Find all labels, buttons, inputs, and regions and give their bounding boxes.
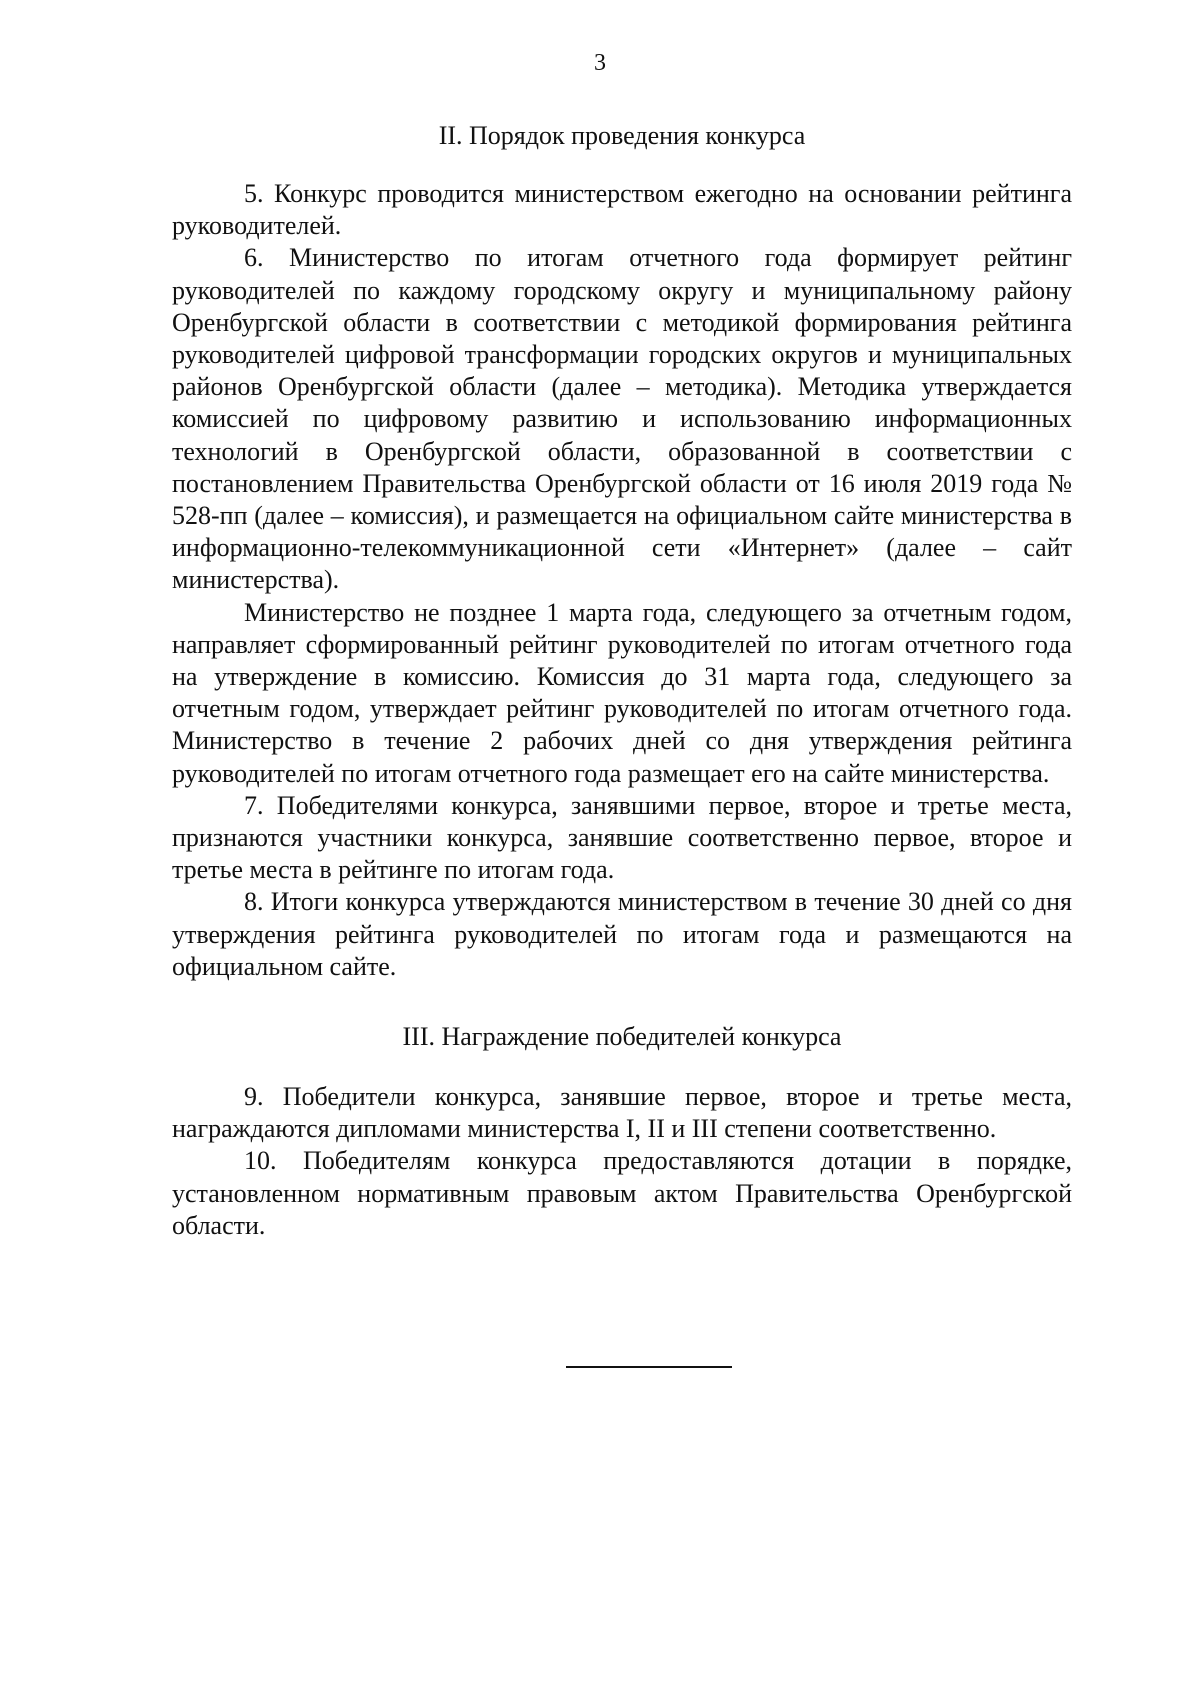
paragraph-10: 10. Победителям конкурса предоставляются дотации в порядке, установленном нормативным правовым актом Правительства Оренбургской области. (172, 1146, 1072, 1240)
paragraph-5: 5. Конкурс проводится министерством ежегодно на основании рейтинга руководителей. (172, 179, 1072, 241)
end-of-document-rule (566, 1366, 732, 1368)
paragraph-9: 9. Победители конкурса, занявшие первое, второе и третье места, награждаются дипломами министерства I, II и III степени соответственно. (172, 1082, 1072, 1144)
paragraph-7: 7. Победителями конкурса, занявшими первое, второе и третье места, признаются участники конкурса, занявшие соответственно первое, второе и третье места в рейтинге по итогам года. (172, 790, 1072, 885)
section-heading-awarding: III. Награждение победителей конкурса (402, 1022, 842, 1052)
document-body (172, 120, 1072, 1242)
paragraph-6-continued: Министерство не позднее 1 марта года, следующего за отчетным годом, направляет сформированный рейтинг руководителей по итогам отчетного года на утверждение в комиссию. Комиссия до 31 марта года, следующего за отчетным годом, утверждает рейтинг руководителей по итогам отчетного года. Министерство в течение 2 рабочих дней со дня утверждения рейтинга руководителей по итогам отчетного года размещает его на сайте министерства. (172, 597, 1072, 788)
paragraph-8: 8. Итоги конкурса утверждаются министерством в течение 30 дней со дня утверждения рейтинга руководителей по итогам года и размещаются на официальном сайте. (172, 887, 1072, 981)
page-number: 3 (594, 50, 606, 76)
section-heading-procedure: II. Порядок проведения конкурса (438, 121, 806, 150)
paragraph-6: 6. Министерство по итогам отчетного года формирует рейтинг руководителей по каждому городскому округу и муниципальному району Оренбургской области в соответствии с методикой формирования рейтинга руководителей цифровой трансформации городских округов и муниципальных районов Оренбургской области (далее – методика). Методика утверждается комиссией по цифровому развитию и использованию информационных технологий в Оренбургской области, образованной в соответствии с постановлением Правительства Оренбургской области от 16 июля 2019 года № 528-пп (далее – комиссия), и размещается на официальном сайте министерства в информационно-телекоммуникационной сети «Интернет» (далее – сайт министерства). (172, 243, 1072, 595)
